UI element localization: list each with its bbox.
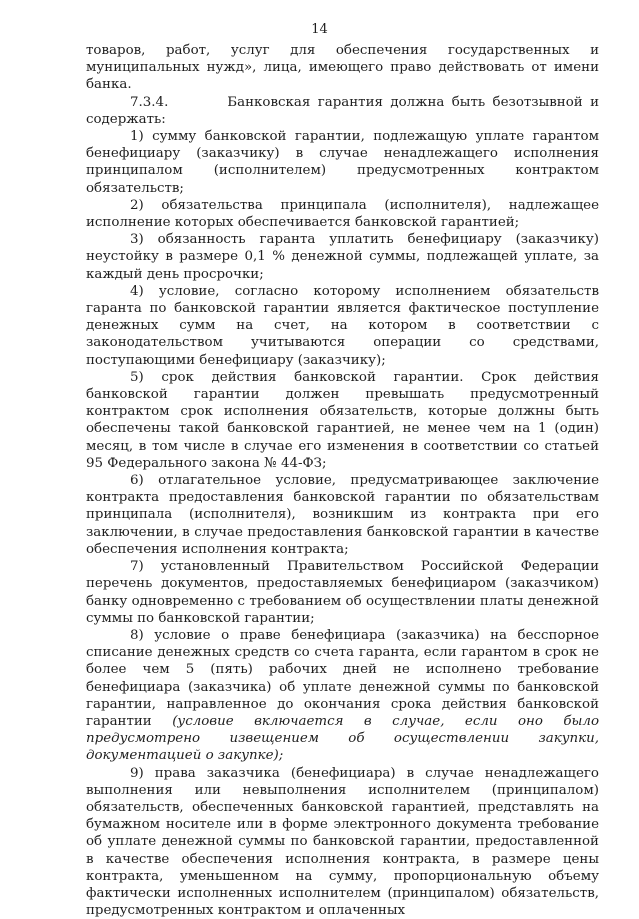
paragraph-item-1: 1) сумму банковской гарантии, подлежащую уплате гарантом бенефициару (заказчику) в случае ненадлежащего исполнения принципалом (исполнителем) предусмотренных контрактом обязательств;	[86, 129, 599, 196]
paragraph-item-4: 4) условие, согласно которому исполнением обязательств гаранта по банковской гарантии является фактическое поступление денежных сумм на счет, на котором в соответствии с законодательством учитываются операции со средствами, поступающими бенефициару (заказчику);	[86, 283, 599, 368]
paragraph-clause-7-3-4: 7.3.4. Банковская гарантия должна быть безотзывной и содержать:	[86, 94, 599, 127]
paragraph-item-8	[86, 627, 599, 765]
paragraph-continuation: товаров, работ, услуг для обеспечения государственных и муниципальных нужд», лица, имеющего право действовать от имени банка.	[86, 43, 599, 93]
paragraph-item-3: 3) обязанность гаранта уплатить бенефициару (заказчику) неустойку в размере 0,1 % денежной суммы, подлежащей уплате, за каждый день просрочки;	[86, 232, 599, 282]
page-number: 14	[311, 22, 328, 37]
paragraph-item-9: 9) права заказчика (бенефициара) в случае ненадлежащего выполнения или невыполнения исполнителем (принципалом) обязательств, обеспеченных банковской гарантией, представлять на бумажном носителе или в форме электронного документа требование об уплате денежной суммы по банковской гарантии, предоставленной в качестве обеспечения исполнения контракта, в размере цены контракта, уменьшенном на сумму, пропорциональную объему фактически исполненных исполнителем (принципалом) обязательств, предусмотренных контрактом и оплаченных	[86, 765, 599, 919]
paragraph-item-8-text: 8) условие о праве бенефициара (заказчика) на бесспорное списание денежных средств со счета гаранта, если гарантом в срок не более чем 5 (пять) рабочих дней не исполнено требование бенефициара (заказчика) об уплате денежной суммы по банковской гарантии, направленное до окончания срока действия банковской гарантии	[86, 627, 599, 729]
paragraph-item-6: 6) отлагательное условие, предусматривающее заключение контракта предоставления банковской гарантии по обязательствам принципала (исполнителя), возникшим из контракта при его заключении, в случае предоставления банковской гарантии в качестве обеспечения исполнения контракта;	[86, 473, 599, 557]
paragraph-item-7: 7) установленный Правительством Российской Федерации перечень документов, предоставляемых бенефициаром (заказчиком) банку одновременно с требованием об осуществлении платы денежной суммы по банковской гарантии;	[86, 559, 599, 626]
paragraph-item-8-italic-note: (условие включается в случае, если оно было предусмотрено извещением об осуществлении закупки, документацией о закупке);	[86, 713, 600, 764]
paragraph-item-2: 2) обязательства принципала (исполнителя), надлежащее исполнение которых обеспечивается банковской гарантией;	[86, 197, 599, 231]
body-text	[86, 42, 599, 919]
paragraph-item-5: 5) срок действия банковской гарантии. Срок действия банковской гарантии должен превышать предусмотренный контрактом срок исполнения обязательств, которые должны быть обеспечены такой банковской гарантией, не менее чем на 1 (один) месяц, в том числе в случае его изменения в соответствии со статьей 95 Федерального закона № 44-ФЗ;	[86, 369, 599, 471]
